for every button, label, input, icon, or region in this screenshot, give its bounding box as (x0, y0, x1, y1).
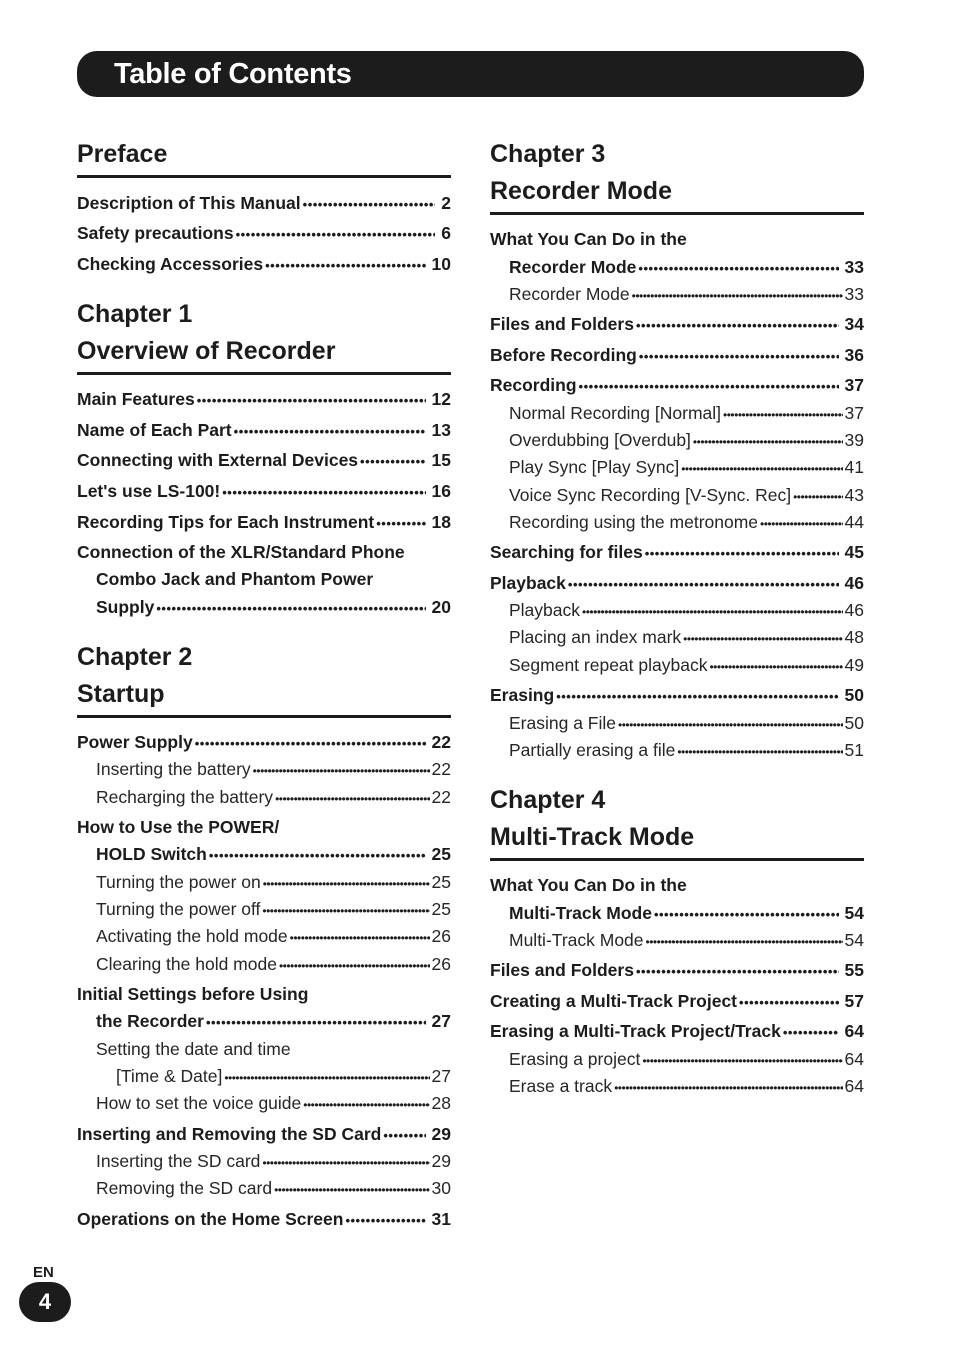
leader-dots (793, 484, 842, 511)
entry-page: 43 (844, 485, 864, 505)
leader-dots (262, 1150, 429, 1177)
toc-entry[interactable] (77, 1121, 451, 1149)
leader-dots (646, 929, 843, 956)
toc-subentry[interactable] (509, 482, 864, 511)
entry-label: Let's use LS-100! (77, 481, 221, 501)
toc-subentry[interactable] (509, 1046, 864, 1075)
entry-label: Creating a Multi-Track Project (490, 991, 738, 1011)
toc-entry[interactable] (490, 1018, 864, 1046)
section-title-chapter4 (490, 782, 864, 861)
entry-page: 22 (431, 732, 451, 752)
leader-dots (760, 511, 843, 538)
entry-page: 36 (844, 345, 864, 365)
entry-page: 46 (844, 600, 864, 620)
entry-page: 45 (844, 542, 864, 562)
page-number-badge: 4 (19, 1282, 71, 1322)
leader-dots (579, 373, 839, 400)
entry-page: 46 (844, 573, 864, 593)
section-title-chapter3 (490, 136, 864, 215)
entry-label: Setting the date and time (96, 1039, 291, 1059)
entry-page: 22 (431, 787, 451, 807)
toc-entry[interactable] (490, 372, 864, 400)
toc-entry[interactable] (509, 900, 864, 928)
toc-subentry[interactable] (96, 756, 451, 785)
toc-subentry[interactable] (96, 784, 451, 813)
entry-label: Safety precautions (77, 223, 234, 243)
entry-page: 26 (431, 954, 451, 974)
entry-label: Erasing a project (509, 1049, 641, 1069)
toc-entry[interactable] (77, 251, 451, 279)
section-title-line: Overview of Recorder (77, 337, 336, 365)
entry-label: Inserting and Removing the SD Card (77, 1124, 382, 1144)
leader-dots (303, 191, 436, 218)
toc-subentry[interactable] (509, 400, 864, 429)
section-title-line: Chapter 3 (490, 140, 606, 168)
entry-page: 50 (844, 713, 864, 733)
leader-dots (222, 479, 425, 506)
entry-label: Files and Folders (490, 960, 634, 980)
entry-label: the Recorder (96, 1011, 204, 1031)
leader-dots (197, 387, 426, 414)
toc-entry[interactable] (77, 417, 451, 445)
leader-dots (290, 925, 430, 952)
entry-label: Name of Each Part (77, 420, 232, 440)
entry-label: Files and Folders (490, 314, 634, 334)
toc-subentry[interactable] (509, 624, 864, 653)
toc-subentry[interactable] (509, 927, 864, 956)
leader-dots (693, 429, 843, 456)
entry-label: Erasing a File (509, 713, 616, 733)
toc-entry[interactable] (490, 342, 864, 370)
entry-page: 13 (431, 420, 451, 440)
entry-page: 29 (431, 1124, 451, 1144)
leader-dots (638, 255, 838, 282)
toc-entry-line[interactable] (490, 872, 864, 899)
section-title-line: Recorder Mode (490, 177, 672, 205)
entry-label: Recording (490, 375, 577, 395)
toc-entry-line[interactable] (77, 814, 451, 841)
entry-label: Multi-Track Mode (509, 903, 652, 923)
entry-page: 64 (844, 1021, 864, 1041)
entry-page: 28 (431, 1093, 451, 1113)
toc-entry[interactable] (490, 682, 864, 710)
toc-entry[interactable] (77, 220, 451, 248)
leader-dots (253, 758, 430, 785)
entry-page: 10 (431, 254, 451, 274)
section-title-chapter1 (77, 296, 451, 375)
entry-label: Checking Accessories (77, 254, 264, 274)
leader-dots (783, 1019, 839, 1046)
entry-page: 55 (844, 960, 864, 980)
section-title-line: Chapter 1 (77, 300, 193, 328)
toc-subentry[interactable] (96, 1090, 451, 1119)
entry-label: Turning the power on (96, 872, 261, 892)
entry-page: 18 (431, 512, 451, 532)
leader-dots (195, 730, 426, 757)
entry-label: Before Recording (490, 345, 637, 365)
leader-dots (636, 958, 839, 985)
entry-label: Segment repeat playback (509, 655, 708, 675)
toc-entry[interactable] (96, 841, 451, 869)
entry-label: Recording Tips for Each Instrument (77, 512, 375, 532)
toc-entry[interactable] (77, 447, 451, 475)
entry-page: 48 (844, 627, 864, 647)
entry-label: How to Use the POWER/ (77, 817, 280, 837)
leader-dots (275, 786, 429, 813)
toc-entry-line[interactable] (77, 981, 451, 1008)
entry-label: Partially erasing a file (509, 740, 676, 760)
entry-label: Operations on the Home Screen (77, 1209, 344, 1229)
section-title-line: Startup (77, 680, 165, 708)
entry-label: Play Sync [Play Sync] (509, 457, 680, 477)
entry-label: Connection of the XLR/Standard Phone (77, 542, 405, 562)
section-title-line: Multi-Track Mode (490, 823, 695, 851)
toc-subentry[interactable] (509, 652, 864, 681)
leader-dots (632, 283, 843, 310)
entry-label: Searching for files (490, 542, 643, 562)
entry-label: Description of This Manual (77, 193, 301, 213)
entry-label: Erase a track (509, 1076, 613, 1096)
leader-dots (582, 599, 843, 626)
section-title-line: Preface (77, 140, 168, 168)
entry-label: Combo Jack and Phantom Power (96, 569, 374, 589)
leader-dots (739, 989, 839, 1016)
entry-label: Erasing a Multi-Track Project/Track (490, 1021, 781, 1041)
entry-label: Main Features (77, 389, 195, 409)
entry-page: 22 (431, 759, 451, 779)
entry-page: 27 (431, 1011, 451, 1031)
entry-page: 34 (844, 314, 864, 334)
entry-label: Clearing the hold mode (96, 954, 277, 974)
entry-label: Erasing (490, 685, 555, 705)
toc-entry[interactable] (77, 1206, 451, 1234)
entry-label: Normal Recording [Normal] (509, 403, 722, 423)
leader-dots (224, 1065, 429, 1092)
toc-entry[interactable] (77, 386, 451, 414)
toc-entry[interactable] (96, 594, 451, 622)
entry-page: 29 (431, 1151, 451, 1171)
leader-dots (677, 739, 842, 766)
entry-page: 6 (441, 223, 451, 243)
leader-dots (642, 1048, 842, 1075)
toc-subentry[interactable] (116, 1063, 451, 1092)
leader-dots (274, 1177, 429, 1204)
leader-dots (156, 595, 425, 622)
entry-page: 12 (431, 389, 451, 409)
entry-page: 51 (844, 740, 864, 760)
entry-page: 33 (844, 257, 864, 277)
entry-page: 25 (431, 872, 451, 892)
leader-dots (709, 654, 842, 681)
section-title-preface (77, 136, 451, 178)
entry-page: 41 (844, 457, 864, 477)
leader-dots (383, 1122, 425, 1149)
entry-label: Power Supply (77, 732, 193, 752)
entry-label: Recorder Mode (509, 284, 630, 304)
entry-page: 27 (431, 1066, 451, 1086)
entry-page: 54 (844, 930, 864, 950)
entry-page: 37 (844, 375, 864, 395)
toc-entry[interactable] (77, 509, 451, 537)
leader-dots (262, 898, 429, 925)
toc-subentry[interactable] (509, 281, 864, 310)
toc-entry[interactable] (77, 190, 451, 218)
entry-label: Activating the hold mode (96, 926, 288, 946)
entry-label: What You Can Do in the (490, 875, 687, 895)
leader-dots (639, 343, 839, 370)
toc-subentry-line[interactable] (96, 1036, 451, 1063)
entry-page: 54 (844, 903, 864, 923)
entry-label: Removing the SD card (96, 1178, 273, 1198)
entry-label: Recorder Mode (509, 257, 637, 277)
entry-label: HOLD Switch (96, 844, 207, 864)
entry-label: How to set the voice guide (96, 1093, 302, 1113)
entry-page: 57 (844, 991, 864, 1011)
entry-label: Inserting the battery (96, 759, 251, 779)
section-title-line: Chapter 4 (490, 786, 606, 814)
leader-dots (263, 871, 430, 898)
entry-label: Recording using the metronome (509, 512, 759, 532)
entry-page: 2 (441, 193, 451, 213)
toc-entry[interactable] (509, 254, 864, 282)
leader-dots (636, 312, 839, 339)
leader-dots (681, 456, 842, 483)
toc-entry[interactable] (490, 539, 864, 567)
entry-label: What You Can Do in the (490, 229, 687, 249)
toc-entry-line[interactable] (77, 539, 451, 566)
leader-dots (345, 1207, 425, 1234)
toc-subentry[interactable] (509, 509, 864, 538)
toc-entry[interactable] (490, 570, 864, 598)
entry-page: 50 (844, 685, 864, 705)
entry-label: Initial Settings before Using (77, 984, 309, 1004)
entry-label: Supply (96, 597, 155, 617)
entry-page: 49 (844, 655, 864, 675)
toc-subentry[interactable] (96, 896, 451, 925)
entry-page: 20 (431, 597, 451, 617)
entry-page: 15 (431, 450, 451, 470)
toc-entry[interactable] (490, 988, 864, 1016)
toc-entry[interactable] (77, 729, 451, 757)
leader-dots (723, 402, 843, 429)
toc-entry[interactable] (490, 957, 864, 985)
leader-dots (556, 683, 838, 710)
entry-label: Multi-Track Mode (509, 930, 644, 950)
leader-dots (236, 221, 436, 248)
entry-page: 25 (431, 844, 451, 864)
section-title-chapter2 (77, 639, 451, 718)
entry-label: Recharging the battery (96, 787, 274, 807)
leader-dots (376, 510, 425, 537)
entry-page: 64 (844, 1076, 864, 1096)
toc-subentry[interactable] (96, 1148, 451, 1177)
entry-page: 16 (431, 481, 451, 501)
entry-label: Inserting the SD card (96, 1151, 261, 1171)
section-title-line: Chapter 2 (77, 643, 193, 671)
leader-dots (568, 571, 839, 598)
toc-subentry[interactable] (509, 710, 864, 739)
entry-page: 44 (844, 512, 864, 532)
entry-label: Placing an index mark (509, 627, 682, 647)
entry-page: 37 (844, 403, 864, 423)
page-title: Table of Contents (77, 51, 864, 97)
leader-dots (303, 1092, 429, 1119)
leader-dots (618, 712, 843, 739)
leader-dots (614, 1075, 842, 1102)
toc-subentry[interactable] (509, 597, 864, 626)
leader-dots (209, 842, 426, 869)
entry-page: 26 (431, 926, 451, 946)
leader-dots (234, 418, 426, 445)
entry-page: 30 (431, 1178, 451, 1198)
leader-dots (360, 448, 425, 475)
entry-page: 33 (844, 284, 864, 304)
toc-subentry[interactable] (509, 427, 864, 456)
entry-label: Playback (509, 600, 581, 620)
toc-subentry[interactable] (509, 1073, 864, 1102)
toc-subentry[interactable] (96, 869, 451, 898)
entry-label: Voice Sync Recording [V-Sync. Rec] (509, 485, 792, 505)
entry-label: [Time & Date] (116, 1066, 223, 1086)
entry-label: Connecting with External Devices (77, 450, 359, 470)
leader-dots (683, 626, 842, 653)
entry-label: Playback (490, 573, 566, 593)
toc-subentry[interactable] (96, 923, 451, 952)
toc-subentry[interactable] (96, 951, 451, 980)
entry-label: Overdubbing [Overdub] (509, 430, 691, 450)
toc-entry[interactable] (77, 478, 451, 506)
toc-entry-line[interactable] (490, 226, 864, 253)
toc-subentry[interactable] (509, 454, 864, 483)
toc-subentry[interactable] (96, 1175, 451, 1204)
entry-label: Turning the power off (96, 899, 261, 919)
entry-page: 25 (431, 899, 451, 919)
toc-entry[interactable] (490, 311, 864, 339)
leader-dots (654, 901, 839, 928)
entry-page: 31 (431, 1209, 451, 1229)
footer-language: EN (33, 1264, 54, 1281)
entry-page: 64 (844, 1049, 864, 1069)
leader-dots (645, 540, 839, 567)
toc-entry[interactable] (96, 1008, 451, 1036)
toc-entry-line[interactable] (96, 566, 451, 593)
entry-page: 39 (844, 430, 864, 450)
leader-dots (265, 252, 425, 279)
leader-dots (279, 953, 430, 980)
leader-dots (206, 1009, 426, 1036)
toc-subentry[interactable] (509, 737, 864, 766)
